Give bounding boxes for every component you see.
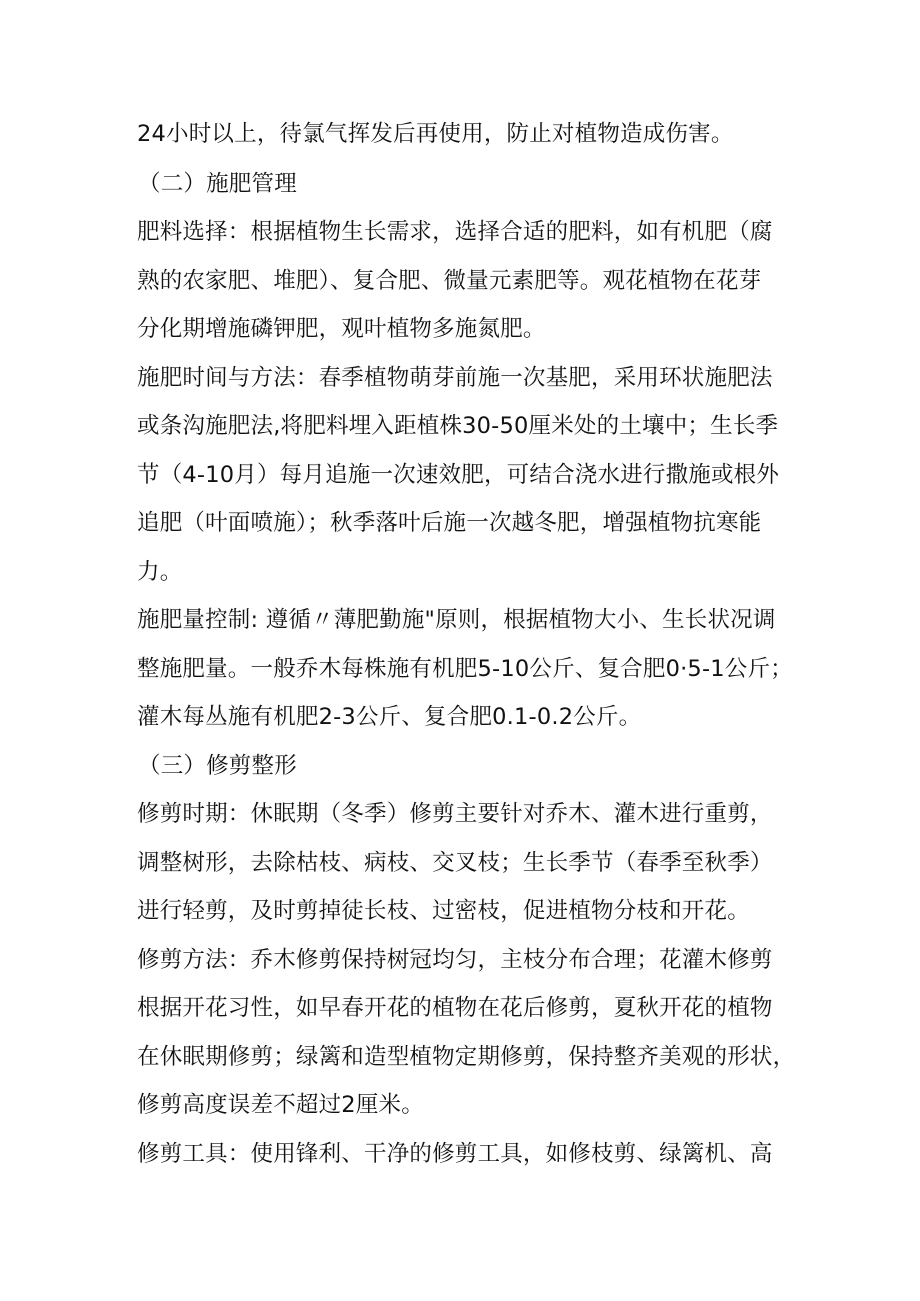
text-line: 分化期增施磷钾肥，观叶植物多施氮肥。 — [137, 316, 546, 342]
text-line: 熟的农家肥、堆肥）、复合肥、微量元素肥等。观花植物在花芽 — [137, 268, 762, 294]
text-line: 整施肥量。一般乔木每株施有机肥5-10公斤、复合肥0·5-1公斤； — [137, 656, 793, 682]
text-line: 进行轻剪，及时剪掉徒长枝、过密枝，促进植物分枝和开花。 — [137, 898, 750, 924]
text-line: 节（4-10月）每月追施一次速效肥，可结合浇水进行撒施或根外 — [137, 462, 780, 488]
text-line: 修剪时期：休眠期（冬季）修剪主要针对乔木、灌木进行重剪， — [137, 801, 773, 827]
text-line: 根据开花习性，如早春开花的植物在花后修剪，夏秋开花的植物 — [137, 995, 773, 1021]
text-line: 追肥（叶面喷施）；秋季落叶后施一次越冬肥，增强植物抗寒能 — [137, 510, 762, 536]
text-line: 施肥量控制: 遵循〃薄肥勤施"原则，根据植物大小、生长状况调 — [137, 607, 776, 633]
text-line: 修剪工具：使用锋利、干净的修剪工具，如修枝剪、绿篱机、高 — [137, 1141, 773, 1167]
text-line: 修剪方法：乔木修剪保持树冠均匀，主枝分布合理；花灌木修剪 — [137, 947, 773, 973]
text-line: 力。 — [137, 559, 183, 585]
section-heading-fertilization: （二）施肥管理 — [138, 171, 297, 197]
text-line: 肥料选择：根据植物生长需求，选择合适的肥料，如有机肥（腐 — [137, 219, 773, 245]
section-heading-pruning: （三）修剪整形 — [138, 753, 297, 779]
text-line: 修剪高度误差不超过2厘米。 — [137, 1092, 424, 1118]
text-line: 施肥时间与方法：春季植物萌芽前施一次基肥，采用环状施肥法 — [137, 365, 773, 391]
text-line: 灌木每丛施有机肥2-3公斤、复合肥0.1-0.2公斤。 — [137, 704, 642, 730]
text-line: 在休眠期修剪；绿篱和造型植物定期修剪，保持整齐美观的形状， — [137, 1044, 796, 1070]
text-line: 或条沟施肥法,将肥料埋入距植株30-50厘米处的土壤中；生长季 — [137, 413, 779, 439]
text-line: 调整树形，去除枯枝、病枝、交叉枝；生长季节（春季至秋季） — [137, 850, 773, 876]
text-line: 24小时以上，待氯气挥发后再使用，防止对植物造成伤害。 — [137, 121, 734, 147]
